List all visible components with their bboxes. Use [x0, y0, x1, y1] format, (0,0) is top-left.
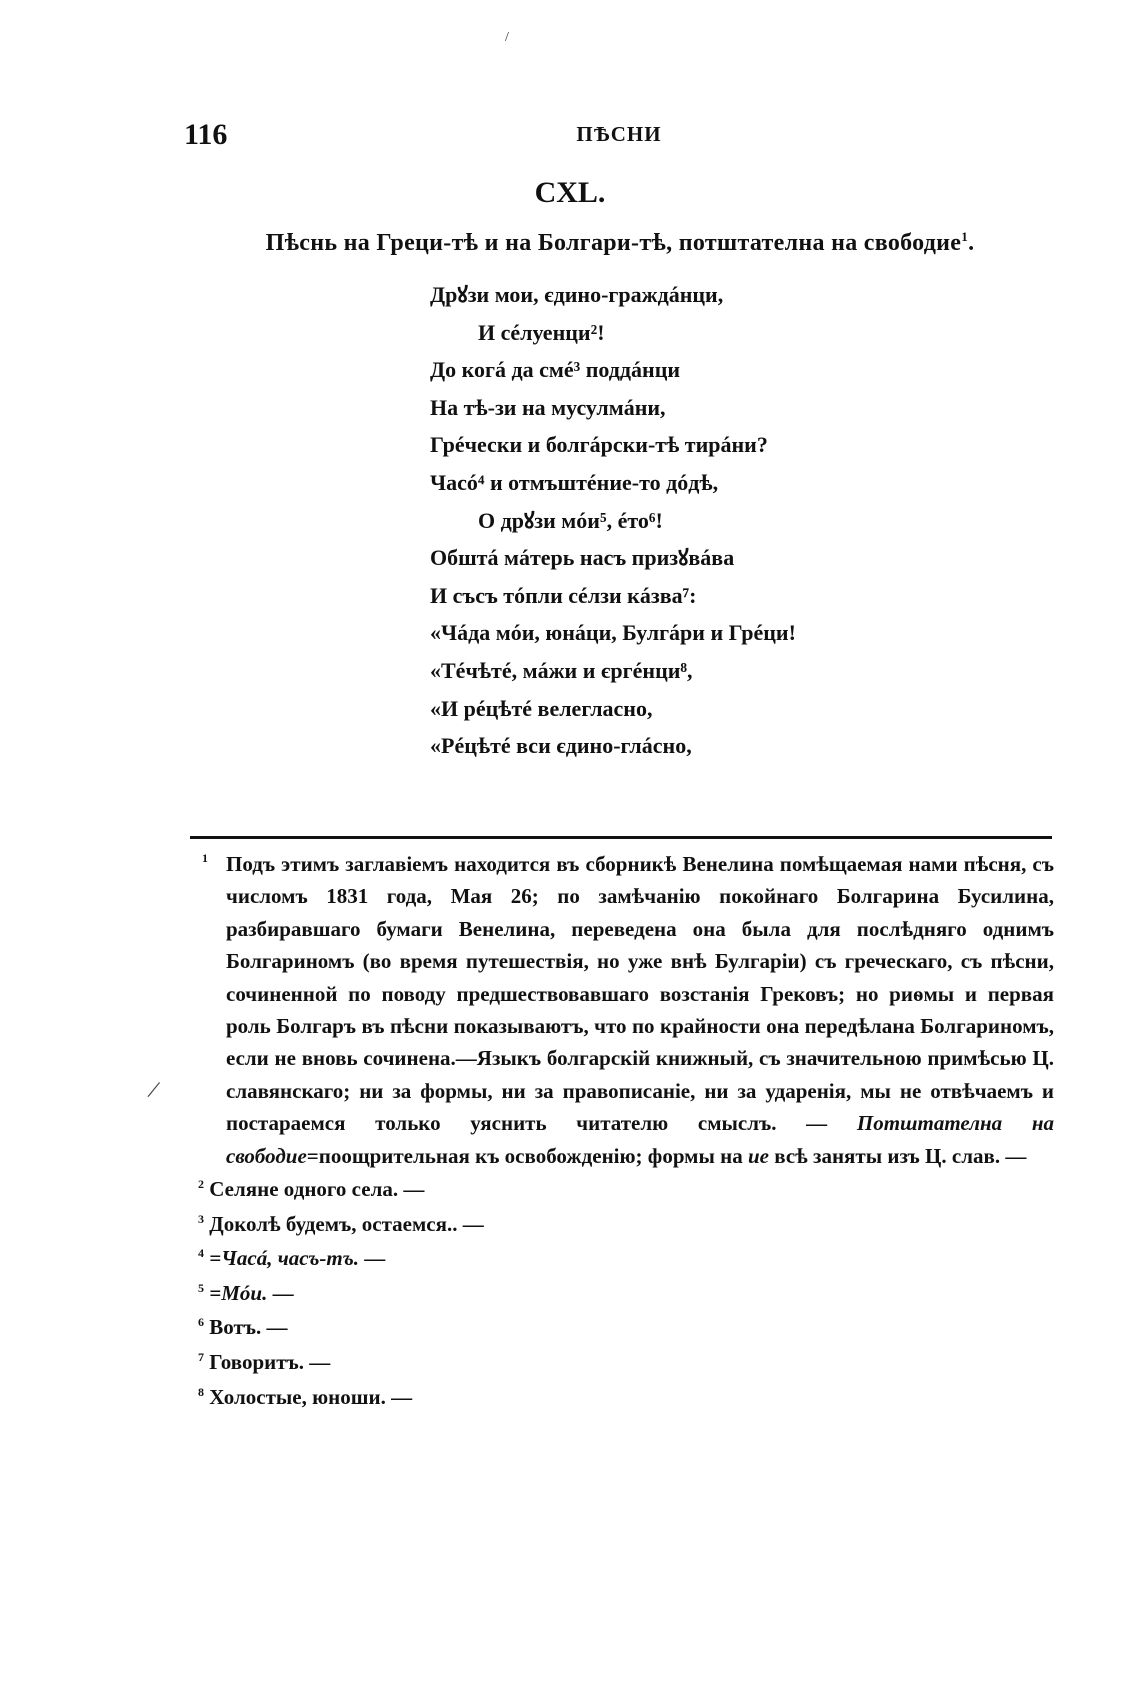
poem-line: Грéчески и болгáрски-тѣ тирáни? — [430, 432, 768, 458]
footnote-italic: =Часá, часъ-тъ. — [209, 1246, 360, 1271]
footnote-italic: ие — [748, 1143, 769, 1168]
poem-line: «Чáда мóи, юнáци, Булгáри и Грéци! — [430, 620, 796, 646]
stray-mark: / — [145, 1074, 163, 1105]
footnote-text: Холостые, юноши. — — [209, 1384, 413, 1409]
poem-text — [430, 276, 1050, 765]
footnote-ref: 1 — [961, 229, 969, 244]
footnote-marker: 2 — [198, 1177, 204, 1192]
footnote-marker: 4 — [198, 1246, 204, 1261]
footnote-marker: 6 — [198, 1315, 204, 1330]
poem-line: И сéлуенци²! — [478, 319, 605, 345]
footnote-3 — [198, 1207, 1054, 1242]
footnote-marker: 7 — [198, 1350, 204, 1365]
song-title-text: Пѣснь на Греци-тѣ и на Болгари-тѣ, потштателна на свободие — [265, 230, 962, 256]
poem-line: «Рéцѣтé вси єдино-глáсно, — [430, 733, 692, 759]
running-title: ПѢСНИ — [576, 122, 662, 146]
footnote-marker: 3 — [198, 1211, 204, 1226]
poem-line: Обштá мáтерь насъ призꙋвáва — [430, 545, 735, 571]
song-number: CXL. — [534, 176, 606, 209]
poem-line: Часó⁴ и отмъштéние-то дóдѣ, — [430, 469, 719, 495]
poem-line: «Тéчѣтé, мáжи и єргéнци⁸, — [430, 657, 693, 683]
footnote-5 — [198, 1276, 1054, 1311]
footnote-text: Подъ этимъ заглавіемъ находится въ сборникѣ Венелина помѣщаемая нами пѣсня, съ числомъ 1831 года, Мая 26; по замѣчанію покойнаго Болгарина Бусилина, разбиравшаго бумаги Венелина, переведена она была для послѣдняго однимъ Болгариномъ (во время путешествія, но уже внѣ Булгаріи) съ греческаго, съ пѣсни, сочиненной по поводу предшествовавшаго возстанія Грековъ; но риѳмы и первая роль Болгаръ въ пѣсни показываютъ, что по крайности она передѣлана Болгариномъ, если не вновь сочинена.—Языкъ болгарскій книжный, съ значительною примѣсью Ц. славянскаго; ни за формы, ни за правописаніе, ни за ударенія, мы не отвѣчаемъ и постараемся только уяснить читателю смыслъ. — — [226, 852, 1054, 1136]
poem-line: На тѣ-зи на мусулмáни, — [430, 394, 666, 420]
footnote-7 — [198, 1345, 1054, 1380]
footnote-text: всѣ заняты изъ Ц. слав. — — [774, 1143, 1027, 1168]
footnotes — [198, 848, 1054, 1414]
footnote-text: — — [359, 1246, 386, 1271]
poem-line: О дрꙋзи мóи⁵, éто⁶! — [478, 507, 663, 533]
poem-line: Дрꙋзи мои, єдино-граждáнци, — [430, 282, 724, 307]
footnote-1: 1 Подъ этимъ заглавіемъ находится въ сборникѣ Венелина помѣщаемая нами пѣсня, съ числомъ 1831 года, Мая 26; по замѣчанію покойнаго Болгарина Бусилина, разбиравшаго бумаги Венелина, переведена она была для послѣдняго однимъ Болгариномъ (во время путешествія, но уже внѣ Булгаріи) съ греческаго, съ пѣсни, сочиненной по поводу предшествовавшаго возстанія Грековъ; но риѳмы и первая роль Болгаръ въ пѣсни показываютъ, что по крайности она передѣлана Болгариномъ, если не вновь сочинена.—Языкъ болгарскій книжный, съ значительною примѣсью Ц. славянскаго; ни за формы, ни за правописаніе, ни за ударенія, мы не отвѣчаемъ и постараемся только уяснить читателю смыслъ. — Потштателна на свободие=поощрительная къ освобожденію; формы на ие всѣ заняты изъ Ц. слав. — — [202, 851, 1054, 1168]
footnote-marker: 5 — [198, 1280, 204, 1295]
poem-line: И съсъ тóпли сéлзи кáзва⁷: — [430, 582, 697, 608]
footnote-8 — [198, 1380, 1054, 1415]
page-header — [184, 118, 1054, 152]
poem-line: «И рéцѣтé велегласно, — [430, 695, 653, 721]
footnote-divider — [190, 836, 1052, 839]
footnote-text: Селяне одного села. — — [209, 1177, 425, 1202]
footnote-text: Вотъ. — — [209, 1315, 288, 1340]
footnote-text: =поощрительная къ освобожденію; формы на — [306, 1143, 743, 1168]
footnote-4 — [198, 1241, 1054, 1276]
stray-mark: / — [505, 30, 509, 45]
footnote-text: Доколѣ будемъ, остаемся.. — — [209, 1211, 484, 1236]
footnote-text: — — [267, 1280, 294, 1305]
page-number: 116 — [184, 118, 228, 151]
footnote-italic: Потштателна на свободие — [226, 1111, 1054, 1168]
song-title: Пѣснь на Греци-тѣ и на Болгари-тѣ, потштателна на свободие$^1$. — [265, 229, 975, 256]
footnote-6 — [198, 1310, 1054, 1345]
poem-line: До когá да смé³ поддáнци — [430, 357, 681, 383]
footnote-2 — [198, 1172, 1054, 1207]
footnote-marker: 8 — [198, 1384, 204, 1399]
footnote-text: Говоритъ. — — [209, 1350, 331, 1375]
footnote-italic: =Мóи. — [209, 1280, 268, 1305]
